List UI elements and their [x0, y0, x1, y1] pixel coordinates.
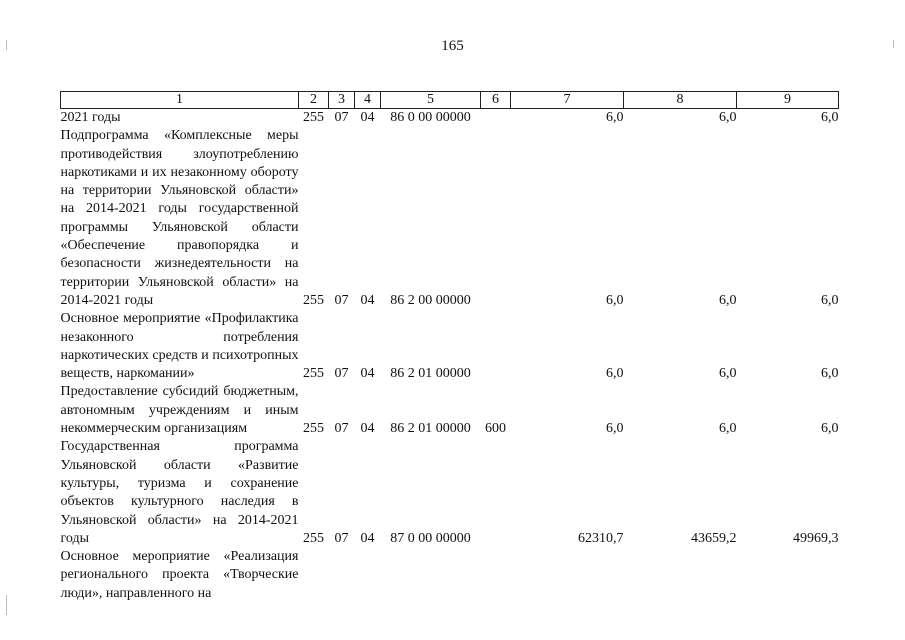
column-header: 6	[481, 92, 511, 109]
cell-subsection: 04	[360, 366, 375, 382]
cell-value-7: 6,0	[606, 421, 624, 437]
cell-target	[381, 548, 481, 603]
cell-code	[299, 548, 329, 603]
cell-expense-type	[481, 127, 511, 310]
cell-value-9: 6,0	[821, 292, 839, 308]
page-number: 165	[441, 38, 464, 54]
cell-expense-type	[481, 548, 511, 603]
column-header: 1	[61, 92, 299, 109]
cell-value-7: 6,0	[606, 110, 624, 125]
row-name: Основное мероприятие «Профилактика незаконного потребления наркотических средств и психотропных веществ, наркомании»	[60, 311, 299, 382]
column-header: 2	[299, 92, 329, 109]
cell-subsection	[355, 548, 381, 603]
cell-section: 07	[334, 366, 349, 382]
cell-target: 86 0 00 00000	[390, 110, 471, 125]
cell-code: 255	[303, 366, 324, 382]
cell-target: 86 2 01 00000	[390, 366, 471, 382]
cell-value-8	[624, 548, 737, 603]
cell-value-7	[511, 548, 624, 603]
cell-value-9	[737, 548, 839, 603]
cell-target: 86 2 01 00000	[390, 421, 471, 437]
column-header: 4	[355, 92, 381, 109]
cell-value-7: 62310,7	[578, 530, 624, 546]
scan-artifact	[893, 40, 894, 48]
column-header: 3	[329, 92, 355, 109]
header-row	[61, 92, 839, 109]
table-row	[61, 109, 839, 128]
cell-subsection: 04	[360, 292, 375, 308]
cell-section: 07	[334, 530, 349, 546]
cell-expense-type	[481, 310, 511, 383]
cell-subsection: 04	[360, 110, 375, 125]
cell-value-9: 6,0	[821, 110, 839, 125]
cell-expense-type: 600	[485, 421, 506, 437]
cell-value-9: 6,0	[821, 366, 839, 382]
table-row	[61, 548, 839, 603]
table-row	[61, 438, 839, 548]
cell-code: 255	[303, 110, 324, 125]
cell-subsection: 04	[360, 530, 375, 546]
cell-value-7: 6,0	[606, 292, 624, 308]
budget-table	[60, 91, 839, 603]
cell-expense-type	[481, 109, 511, 128]
column-header: 9	[737, 92, 839, 109]
cell-code: 255	[303, 530, 324, 546]
cell-value-9: 49969,3	[793, 530, 839, 546]
cell-section	[329, 548, 355, 603]
row-name: Подпрограмма «Комплексные меры противодействия злоупотреблению наркотиками и их незаконному обороту на территории Ульяновской области» на 2014-2021 годы государственной программы Ульяновской области «Обеспечение правопорядка и безопасности жизнедеятельности на территории Ульяновской области» на 2014-2021 годы	[60, 128, 299, 308]
row-name: Основное мероприятие «Реализация регионального проекта «Творческие люди», направленного на	[60, 549, 299, 601]
cell-value-8: 43659,2	[691, 530, 737, 546]
cell-expense-type	[481, 438, 511, 548]
scan-artifact	[6, 595, 7, 615]
cell-value-9: 6,0	[821, 421, 839, 437]
column-header: 8	[624, 92, 737, 109]
cell-code: 255	[303, 292, 324, 308]
cell-value-8: 6,0	[719, 421, 737, 437]
cell-target: 87 0 00 00000	[390, 530, 471, 546]
column-header: 7	[511, 92, 624, 109]
row-name: Государственная программа Ульяновской области «Развитие культуры, туризма и сохранение объектов культурного наследия в Ульяновской области» на 2014-2021 годы	[60, 439, 299, 546]
row-name: Предоставление субсидий бюджетным, автономным учреждениям и иным некоммерческим организациям	[60, 384, 299, 437]
cell-value-8: 6,0	[719, 366, 737, 382]
table-row	[61, 127, 839, 310]
cell-target: 86 2 00 00000	[390, 292, 471, 308]
column-header: 5	[381, 92, 481, 109]
cell-value-8: 6,0	[719, 292, 737, 308]
cell-code: 255	[303, 421, 324, 437]
table-row	[61, 310, 839, 383]
table-row	[61, 383, 839, 438]
cell-value-7: 6,0	[606, 366, 624, 382]
cell-subsection: 04	[360, 421, 375, 437]
cell-section: 07	[334, 421, 349, 437]
row-name: 2021 годы	[60, 110, 121, 125]
cell-value-8: 6,0	[719, 110, 737, 125]
cell-section: 07	[334, 292, 349, 308]
scan-artifact	[6, 40, 7, 50]
cell-section: 07	[334, 110, 349, 125]
